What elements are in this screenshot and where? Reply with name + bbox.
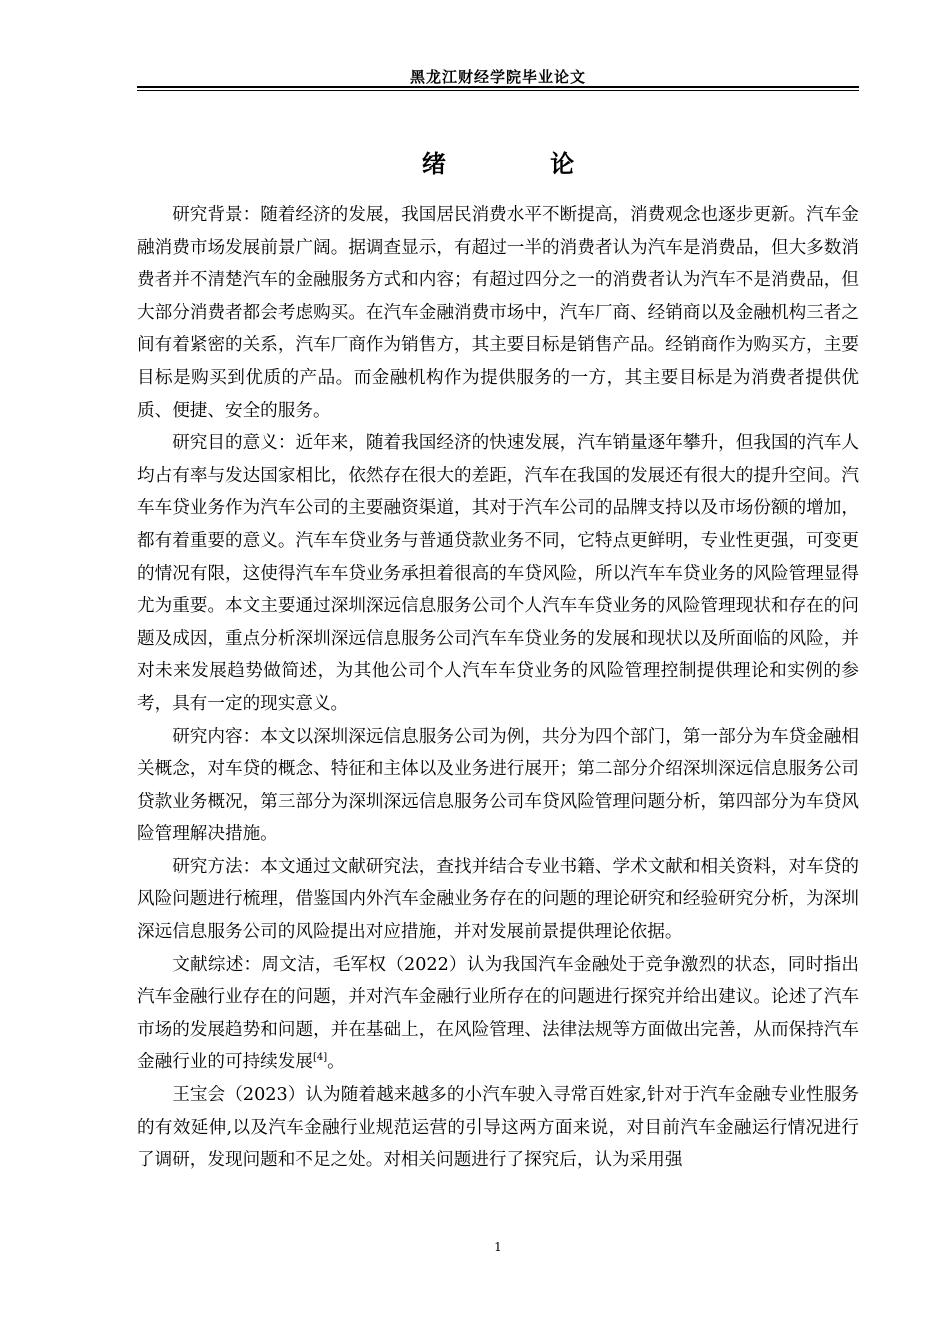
header-rule-thin xyxy=(137,90,859,91)
literature-review-tail: 。 xyxy=(327,1052,345,1073)
paragraph-method: 研究方法：本文通过文献研究法，查找并结合专业书籍、学术文献和相关资料，对车贷的风险问题进行梳理，借鉴国内外汽车金融业务存在的问题的理论研究和经验研究分析，为深圳深远信息服务公司的风险提出对应措施，并对发展前景提供理论依据。 xyxy=(137,856,859,943)
paragraph-background: 研究背景：随着经济的发展，我国居民消费水平不断提高，消费观念也逐步更新。汽车金融消费市场发展前景广阔。据调查显示，有超过一半的消费者认为汽车是消费品，但大多数消费者并不清楚汽车的金融服务方式和内容；有超过四分之一的消费者认为汽车不是消费品，但大部分消费者都会考虑购买。在汽车金融消费市场中，汽车厂商、经销商以及金融机构三者之间有着紧密的关系，汽车厂商作为销售方，其主要目标是销售产品。经销商作为购买方，主要目标是购买到优质的产品。而金融机构作为提供服务的一方，其主要目标是为消费者提供优质、便捷、安全的服务。 xyxy=(137,205,859,421)
citation-marker: [4] xyxy=(312,1052,328,1064)
literature-review-text: 文献综述：周文洁，毛军权（2022）认为我国汽车金融处于竞争激烈的状态，同时指出汽车金融行业存在的问题，并对汽车金融行业所存在的问题进行探究并给出建议。论述了汽车市场的发展趋势和问题，并在基础上，在风险管理、法律法规等方面做出完善，从而保持汽车金融行业的可持续发展 xyxy=(137,954,859,1073)
paragraph-content: 研究内容：本文以深圳深远信息服务公司为例，共分为四个部门，第一部分为车贷金融相关概念，对车贷的概念、特征和主体以及业务进行展开；第二部分介绍深圳深远信息服务公司贷款业务概况，第三部分为深圳深远信息服务公司车贷风险管理问题分析，第四部分为车贷风险管理解决措施。 xyxy=(137,726,859,845)
body-text xyxy=(137,199,859,1177)
paragraph-literature-review xyxy=(137,949,859,1079)
page-header xyxy=(137,60,859,90)
paragraph-purpose: 研究目的意义：近年来，随着我国经济的快速发展，汽车销量逐年攀升，但我国的汽车人均占有率与发达国家相比，依然存在很大的差距，汽车在我国的发展还有很大的提升空间。汽车车贷业务作为汽车公司的主要融资渠道，其对于汽车公司的品牌支持以及市场份额的增加，都有着重要的意义。汽车车贷业务与普通贷款业务不同，它特点更鲜明，专业性更强，可变更的情况有限，这使得汽车车贷业务承担着很高的车贷风险，所以汽车车贷业务的风险管理显得尤为重要。本文主要通过深圳深远信息服务公司个人汽车车贷业务的风险管理现状和存在的问题及成因，重点分析深圳深远信息服务公司汽车车贷业务的发展和现状以及所面临的风险，并对未来发展趋势做简述，为其他公司个人汽车车贷业务的风险管理控制提供理论和实例的参考，具有一定的现实意义。 xyxy=(137,433,859,714)
header-rule-thick xyxy=(137,86,859,88)
page-number: 1 xyxy=(494,1240,502,1254)
paragraph-wang-review: 王宝会（2023）认为随着越来越多的小汽车驶入寻常百姓家,针对于汽车金融专业性服务的有效延伸,以及汽车金融行业规范运营的引导这两方面来说，对目前汽车金融运行情况进行了调研，发现问题和不足之处。对相关问题进行了探究后，认为采用强 xyxy=(137,1085,859,1171)
header-title: 黑龙江财经学院毕业论文 xyxy=(409,68,586,86)
page-title: 绪 论 xyxy=(421,150,623,178)
